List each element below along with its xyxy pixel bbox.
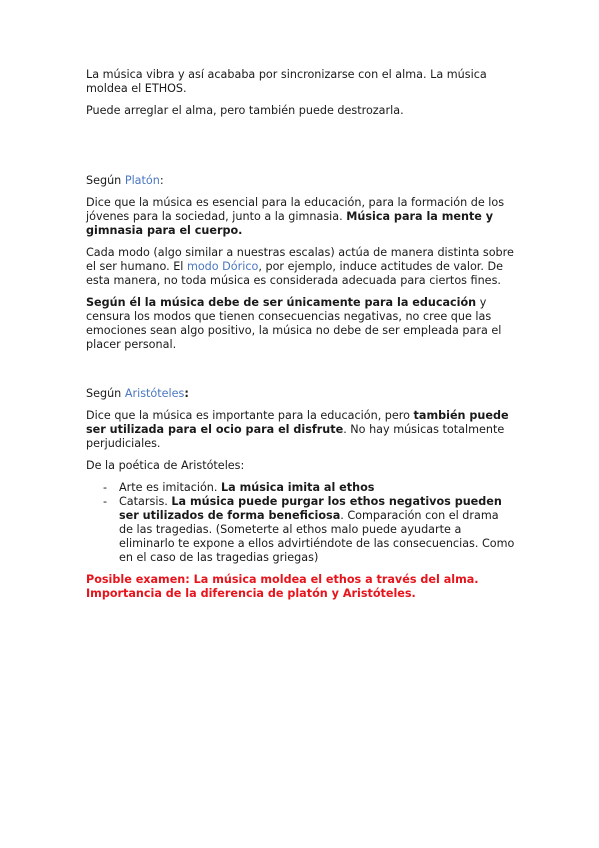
aristoteles-heading-prefix: Según [86,387,125,400]
aristoteles-heading [86,387,516,401]
spacer [86,126,516,174]
aristoteles-paragraph-2: De la poética de Aristóteles: [86,459,245,472]
list-item-1-bold: La música imita al ethos [221,481,375,494]
platon-heading-prefix: Según [86,174,125,187]
aristoteles-heading-suffix: : [184,387,189,400]
exam-note [86,573,516,601]
platon-p3-text: y censura los modos que tienen consecuencias negativas, no cree que las emociones sean algo positivo, la música no debe de ser empleada para el placer personal. [86,296,502,351]
platon-paragraph-3 [86,296,516,352]
list-item [119,495,516,565]
platon-paragraph-2 [86,246,516,288]
exam-note-line-1: Posible examen: La música moldea el ethos a través del alma. [86,573,479,586]
platon-link[interactable]: Platón [124,174,160,187]
list-item-1-text: Arte es imitación. [119,481,222,494]
modo-dorico-link[interactable]: modo Dórico [186,260,259,273]
platon-p2-text-b: , por ejemplo, induce actitudes de valor. De esta manera, no toda música es considerada adecuada para ciertos fines. [86,260,503,287]
intro-paragraph-1: La música vibra y así acababa por sincronizarse con el alma. La música moldea el ETHOS. [86,68,487,95]
platon-p1-bold: Música para la mente y gimnasia para el cuerpo. [86,210,494,237]
aristoteles-p1-bold: también puede ser utilizada para el ocio para el disfrute [86,409,509,436]
platon-paragraph-1 [86,196,516,238]
list-item [119,481,516,495]
aristoteles-paragraph-1 [86,409,516,451]
intro-paragraph-2: Puede arreglar el alma, pero también puede destrozarla. [86,104,404,117]
platon-heading [86,174,516,188]
aristoteles-p1-text-a: Dice que la música es importante para la educación, pero [86,409,414,422]
aristoteles-link[interactable]: Aristóteles [124,387,185,400]
platon-heading-suffix: : [159,174,164,187]
exam-note-line-2: Importancia de la diferencia de platón y Aristóteles. [86,587,416,600]
document-body [86,68,516,609]
spacer [86,360,516,387]
platon-p3-bold: Según él la música debe de ser únicamente para la educación [86,296,477,309]
aristoteles-p1-text-b: . No hay músicas totalmente perjudiciales. [86,423,505,450]
list-item-2-rest: . Comparación con el drama de las tragedias. (Someterte al ethos malo puede ayudarte a eliminarlo te expone a ellos advirtiéndote de las consecuencias. Como en el caso de las tragedias griegas) [119,509,515,564]
list-item-2-text: Catarsis. [119,495,172,508]
list-item-2-bold: La música puede purgar los ethos negativos pueden ser utilizados de forma beneficiosa [119,495,502,522]
platon-p2-text-a: Cada modo (algo similar a nuestras escalas) actúa de manera distinta sobre el ser humano. El [86,246,514,273]
poetica-list [86,481,516,565]
platon-p1-text: Dice que la música es esencial para la educación, para la formación de los jóvenes para la sociedad, junto a la gimnasia. [86,196,505,223]
